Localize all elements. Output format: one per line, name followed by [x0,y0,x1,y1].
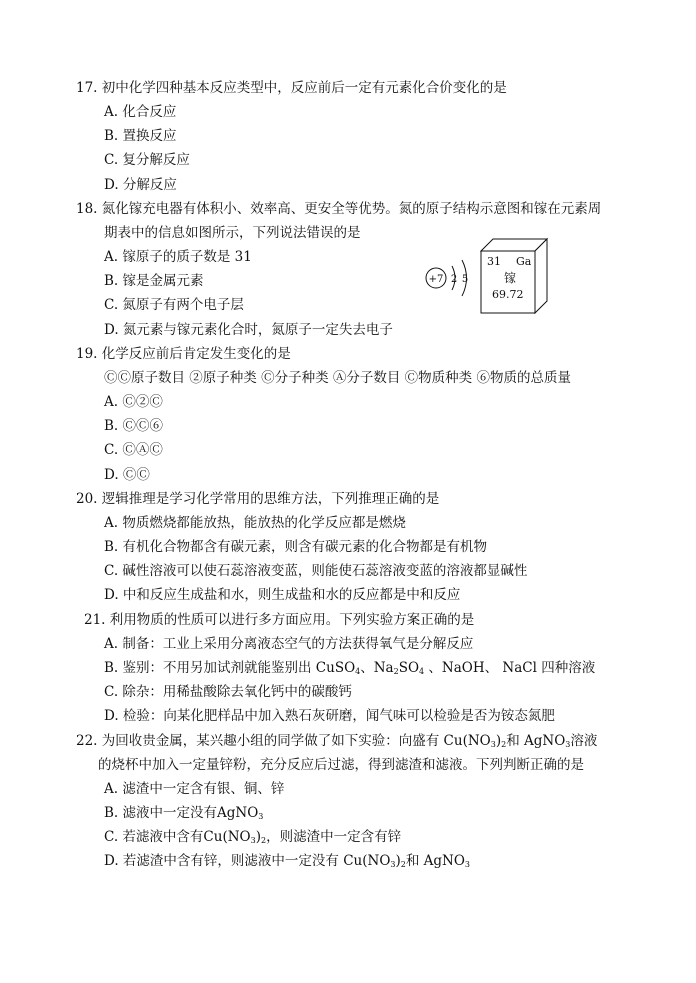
question-17-option-a: A. 化合反应 [104,104,177,120]
question-22-stem-line1: 22. 为回收贵金属，某兴趣小组的同学做了如下实验：向盛有 $Cu(NO_3)_2$和 AgNO$_3$溶液 [76,733,598,749]
question-21-option-a: A. 制备：工业上采用分离液态空气的方法获得氧气是分解反应 [104,636,474,652]
nitrogen-atom-diagram [422,252,482,304]
question-19-option-c: C. ⒸⒶⒸ [104,442,163,458]
element-name: 镓 [504,271,517,285]
question-21-option-c: C. 除杂：用稀盐酸除去氧化钙中的碳酸钙 [104,684,352,700]
question-20-option-b: B. 有机化合物都含有碳元素，则含有碳元素的化合物都是有机物 [104,539,488,555]
question-19-items: ⒸⒸ原子数目 ②原子种类 Ⓒ分子种类 Ⓐ分子数目 Ⓒ物质种类 ⑥物质的总质量 [104,370,571,386]
question-17-stem: 17. 初中化学四种基本反应类型中，反应前后一定有元素化合价变化的是 [76,80,507,96]
question-18-option-d: D. 氮元素与镓元素化合时，氮原子一定失去电子 [104,322,393,338]
question-21-stem: 21. 利用物质的性质可以进行多方面应用。下列实验方案正确的是 [84,612,475,628]
question-22-option-d: D. 若滤渣中含有锌，则滤液中一定没有 $Cu(NO_3)_2$和 AgNO$_3$ [104,853,471,869]
question-19-stem: 19. 化学反应前后肯定发生变化的是 [76,346,291,362]
question-20-option-a: A. 物质燃烧都能放热，能放热的化学反应都是燃烧 [104,515,406,531]
question-20-option-d: D. 中和反应生成盐和水，则生成盐和水的反应都是中和反应 [104,587,461,603]
question-22-stem-line2: 的烧杯中加入一定量锌粉，充分反应后过滤，得到滤渣和滤液。下列判断正确的是 [98,757,584,773]
question-22-option-c: C. 若滤液中含有$Cu(NO_3)_2$，则滤渣中一定含有锌 [104,829,402,845]
question-19-option-a: A. Ⓒ②Ⓒ [104,394,163,410]
question-18-stem-line1: 18. 氮化镓充电器有体积小、效率高、更安全等优势。氮的原子结构示意图和镓在元素周 [76,201,602,217]
question-18-stem-line2: 期表中的信息如图所示，下列说法错误的是 [104,225,361,241]
question-20-stem: 20. 逻辑推理是学习化学常用的思维方法，下列推理正确的是 [76,491,440,507]
question-19-option-b: B. ⒸⒸ⑥ [104,418,164,434]
question-18-option-b: B. 镓是金属元素 [104,273,204,289]
nucleus-charge: +7 [428,274,444,285]
question-21-option-b: B. 鉴别：不用另加试剂就能鉴别出 CuSO$_4$、$Na_2SO_4$ 、NaOH、 NaCl 四种溶液 [104,660,596,676]
question-21-option-d: D. 检验：向某化肥样品中加入熟石灰研磨，闻气味可以检验是否为铵态氮肥 [104,708,555,724]
question-18-option-a: A. 镓原子的质子数是 31 [104,249,252,265]
relative-atomic-mass: 69.72 [492,288,524,301]
electron-shell-1-count: 2 [450,274,458,285]
question-19-option-d: D. ⒸⒸ [104,467,150,483]
question-18-option-c: C. 氮原子有两个电子层 [104,297,244,313]
electron-shell-2-count: 5 [461,274,469,285]
gallium-element-card [478,236,550,316]
element-symbol: Ga [516,255,532,268]
question-17-option-d: D. 分解反应 [104,177,177,193]
question-22-option-a: A. 滤渣中一定含有银、铜、锌 [104,781,285,797]
question-20-option-c: C. 碱性溶液可以使石蕊溶液变蓝，则能使石蕊溶液变蓝的溶液都显碱性 [104,563,528,579]
question-17-option-b: B. 置换反应 [104,128,177,144]
question-17-option-c: C. 复分解反应 [104,152,190,168]
question-22-option-b: B. 滤液中一定没有AgNO$_3$ [104,805,264,821]
atomic-number: 31 [487,255,501,268]
